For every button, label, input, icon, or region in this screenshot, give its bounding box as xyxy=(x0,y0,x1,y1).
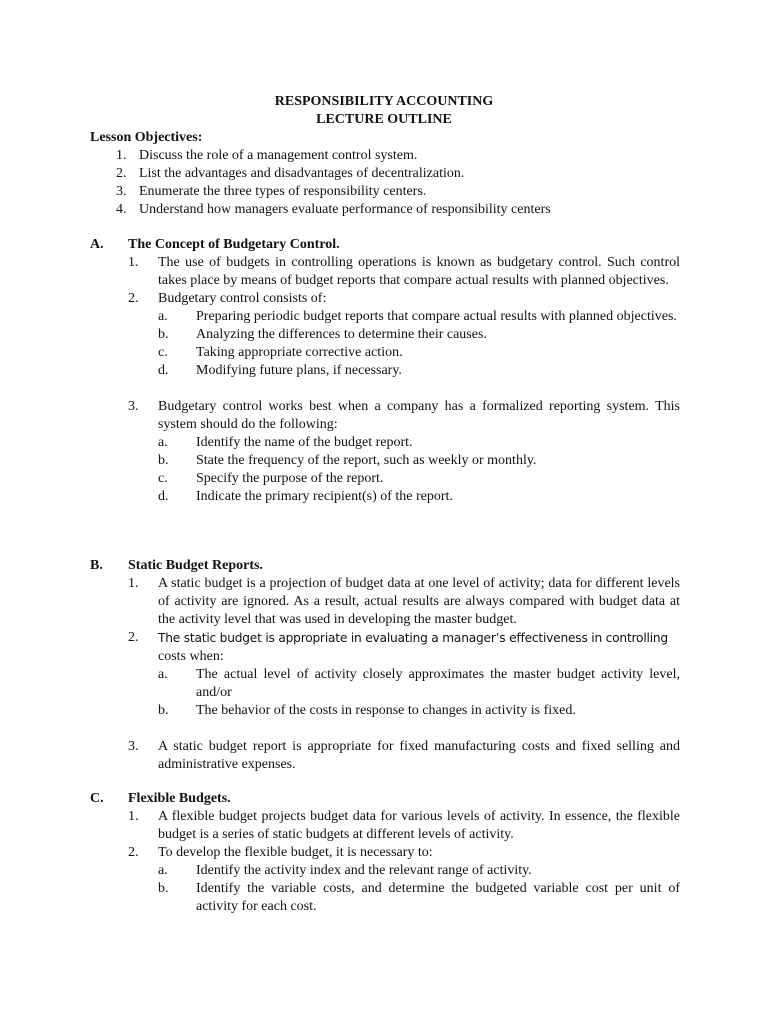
spacer xyxy=(90,720,680,738)
section-b xyxy=(90,557,680,774)
list-item xyxy=(90,629,680,666)
list-item xyxy=(90,575,680,629)
sub-item-letter: a. xyxy=(158,667,168,682)
sub-item-text: The actual level of activity closely approximates the master budget activity level, and/or xyxy=(196,667,680,700)
item-text: A flexible budget projects budget data for various levels of activity. In essence, the flexible budget is a series of static budgets at different levels of activity. xyxy=(158,809,680,842)
item-text: List the advantages and disadvantages of decentralization. xyxy=(139,166,465,181)
item-number: 1. xyxy=(116,148,127,163)
item-number: 3. xyxy=(128,739,139,754)
section-a xyxy=(90,236,680,506)
sub-item xyxy=(90,488,680,506)
sub-item-letter: c. xyxy=(158,471,168,486)
section-title: Static Budget Reports. xyxy=(128,558,263,573)
section-heading xyxy=(90,790,680,808)
sub-item xyxy=(90,470,680,488)
sub-item-letter: b. xyxy=(158,881,169,896)
section-letter: A. xyxy=(90,237,104,252)
item-number: 1. xyxy=(128,255,139,270)
objectives-heading: Lesson Objectives: xyxy=(90,130,203,145)
sub-item-text: State the frequency of the report, such as weekly or monthly. xyxy=(196,453,537,468)
section-c xyxy=(90,790,680,916)
sub-item xyxy=(90,308,680,326)
item-number: 1. xyxy=(128,576,139,591)
list-item xyxy=(116,201,716,219)
item-number: 1. xyxy=(128,809,139,824)
list-item xyxy=(90,254,680,290)
sub-item-text: The behavior of the costs in response to changes in activity is fixed. xyxy=(196,703,576,718)
sub-item-text: Analyzing the differences to determine their causes. xyxy=(196,327,487,342)
item-text: Budgetary control works best when a company has a formalized reporting system. This system should do the following: xyxy=(158,399,680,432)
item-number: 2. xyxy=(128,630,139,645)
list-item xyxy=(90,844,680,862)
item-text: The use of budgets in controlling operations is known as budgetary control. Such control takes place by means of budget reports that compare actual results with planned objectives. xyxy=(158,255,680,288)
sub-item-text: Identify the activity index and the relevant range of activity. xyxy=(196,863,532,878)
sub-item-letter: d. xyxy=(158,363,169,378)
item-text: Enumerate the three types of responsibility centers. xyxy=(139,184,427,199)
sub-item xyxy=(90,452,680,470)
sub-item-letter: a. xyxy=(158,863,168,878)
spacer xyxy=(90,380,680,398)
sub-item-text: Modifying future plans, if necessary. xyxy=(196,363,402,378)
sub-item-letter: b. xyxy=(158,453,169,468)
sub-item xyxy=(90,666,680,702)
item-text: Budgetary control consists of: xyxy=(158,291,327,306)
sub-item-text: Identify the variable costs, and determine the budgeted variable cost per unit of activity for each cost. xyxy=(196,881,680,914)
list-item xyxy=(116,183,716,201)
section-letter: B. xyxy=(90,558,103,573)
list-item xyxy=(90,808,680,844)
item-number: 3. xyxy=(128,399,139,414)
section-title: The Concept of Budgetary Control. xyxy=(128,237,340,252)
sub-item-letter: d. xyxy=(158,489,169,504)
section-heading xyxy=(90,557,680,575)
sub-item xyxy=(90,702,680,720)
item-number: 2. xyxy=(116,166,127,181)
item-text: A static budget report is appropriate for fixed manufacturing costs and fixed selling and administrative expenses. xyxy=(158,739,680,772)
sub-item xyxy=(90,862,680,880)
item-text-line: The static budget is appropriate in evaluating a manager’s effectiveness in controlling xyxy=(158,631,668,645)
list-item xyxy=(116,147,716,165)
item-number: 3. xyxy=(116,184,127,199)
sub-item xyxy=(90,434,680,452)
objectives-list xyxy=(116,147,716,219)
item-number: 2. xyxy=(128,845,139,860)
list-item xyxy=(116,165,716,183)
item-text xyxy=(158,629,680,666)
sub-item xyxy=(90,326,680,344)
item-number: 2. xyxy=(128,291,139,306)
list-item xyxy=(90,398,680,434)
sub-item-letter: a. xyxy=(158,309,168,324)
document-title: RESPONSIBILITY ACCOUNTING xyxy=(274,94,494,109)
sub-item-letter: b. xyxy=(158,703,169,718)
item-text: Discuss the role of a management control system. xyxy=(139,148,418,163)
sub-item-letter: b. xyxy=(158,327,169,342)
sub-item-text: Preparing periodic budget reports that compare actual results with planned objectives. xyxy=(196,309,677,324)
sub-item-letter: c. xyxy=(158,345,168,360)
section-heading xyxy=(90,236,680,254)
item-text-line: costs when: xyxy=(158,649,224,664)
item-text: A static budget is a projection of budget data at one level of activity; data for different levels of activity are ignored. As a result, actual results are always compared with budget data at the activity level that was used in developing the master budget. xyxy=(158,576,680,627)
section-title: Flexible Budgets. xyxy=(128,791,231,806)
section-letter: C. xyxy=(90,791,104,806)
sub-item xyxy=(90,880,680,916)
list-item xyxy=(90,738,680,774)
item-text: To develop the flexible budget, it is necessary to: xyxy=(158,845,433,860)
sub-item xyxy=(90,362,680,380)
sub-item-text: Indicate the primary recipient(s) of the report. xyxy=(196,489,453,504)
sub-item-text: Taking appropriate corrective action. xyxy=(196,345,403,360)
sub-item-text: Identify the name of the budget report. xyxy=(196,435,413,450)
item-text: Understand how managers evaluate performance of responsibility centers xyxy=(139,202,551,217)
item-number: 4. xyxy=(116,202,127,217)
document-subtitle: LECTURE OUTLINE xyxy=(316,112,452,127)
list-item xyxy=(90,290,680,308)
sub-item xyxy=(90,344,680,362)
sub-item-letter: a. xyxy=(158,435,168,450)
sub-item-text: Specify the purpose of the report. xyxy=(196,471,384,486)
